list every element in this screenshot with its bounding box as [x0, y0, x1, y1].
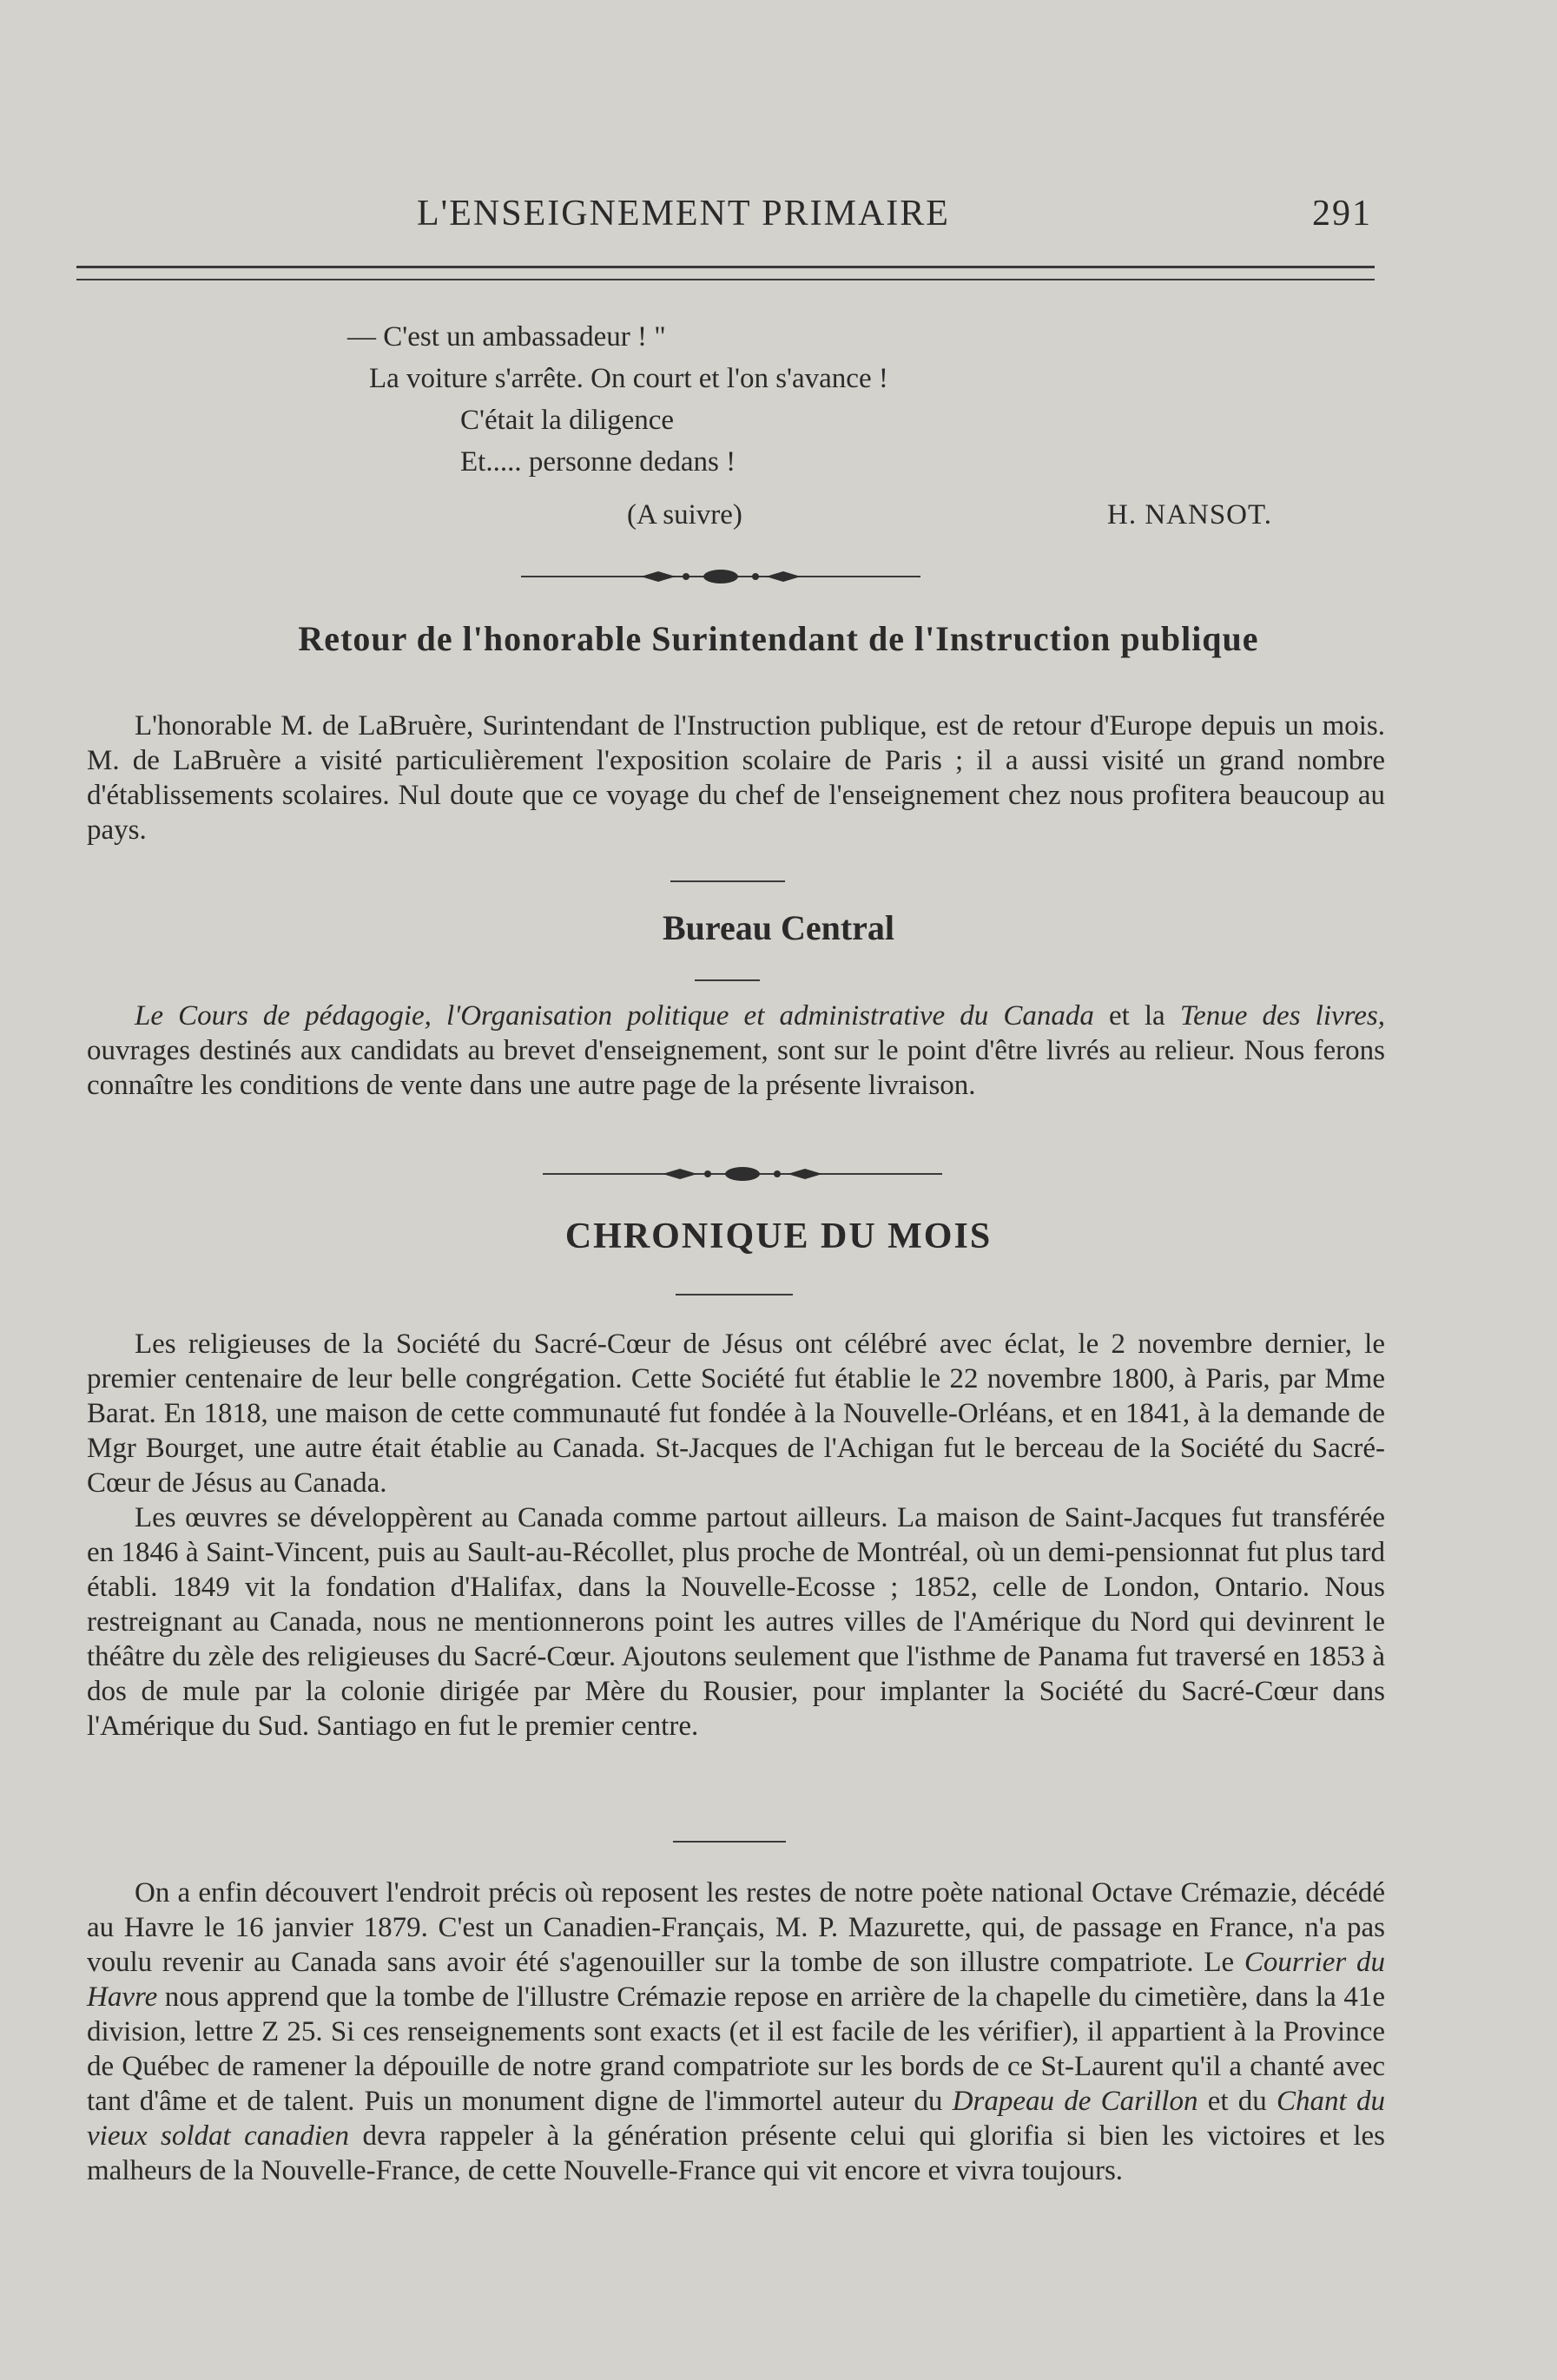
italic-title: Drapeau de Carillon: [952, 2086, 1198, 2117]
section-cremazie-text: [87, 1876, 1385, 2188]
ornamental-divider: [543, 1164, 942, 1184]
poem-author: H. NANSOT.: [1107, 499, 1272, 531]
section-retour-text: [87, 709, 1385, 847]
section-bureau-text: [87, 999, 1385, 1103]
section-title-retour: Retour de l'honorable Surintendant de l'Instruction publique: [298, 619, 1259, 658]
section-rule: [673, 1841, 786, 1843]
italic-title: Courrier du Havre: [87, 1947, 1385, 2013]
poem-line: — C'est un ambassadeur ! ": [347, 321, 666, 353]
italic-title: Le Cours de pédagogie, l'Organisation politique et administrative du Canada: [135, 1000, 1094, 1032]
italic-title: Chant du vieux soldat canadien: [87, 2086, 1385, 2152]
header-rule: [76, 266, 1375, 280]
paragraph: L'honorable M. de LaBruère, Surintendant de l'Instruction publique, est de retour d'Europe depuis un mois. M. de LaBruère a visité particulièrement l'exposition scolaire de Paris ; il a aussi visité un grand nombre d'établissements scolaires. Nul doute que ce voyage du chef de l'enseignement chez nous profitera beaucoup au pays.: [87, 710, 1385, 846]
poem-line: Et..... personne dedans !: [460, 446, 736, 478]
section-chronique-text: [87, 1327, 1385, 1744]
page-number: 291: [1312, 194, 1372, 234]
section-rule: [670, 880, 785, 882]
running-title: L'ENSEIGNEMENT PRIMAIRE: [417, 194, 950, 234]
poem-line: C'était la diligence: [460, 405, 675, 436]
italic-title: Tenue des livres,: [1179, 1000, 1385, 1032]
running-header: [139, 193, 1372, 245]
ornamental-divider: [521, 566, 920, 587]
paragraph: On a enfin découvert l'endroit précis où reposent les restes de notre poète national Octave Crémazie, décédé au Havre le 16 janvier 1879. C'est un Canadien-Français, M. P. Mazurette, qui, de passage en France, n'a pas voulu revenir au Canada sans avoir été s'agenouiller sur la tombe de son illustre compatriote. Le Courrier du Havre nous apprend que la tombe de l'illustre Crémazie repose en arrière de la chapelle du cimetière, dans la 41e division, lettre Z 25. Si ces renseignements sont exacts (et il est facile de les vérifier), il appartient à la Province de Québec de ramener la dépouille de notre grand compatriote sur les bords de ce St-Laurent qu'il a chanté avec tant d'âme et de talent. Puis un monument digne de l'immortel auteur du Drapeau de Carillon et du Chant du vieux soldat canadien devra rappeler à la génération présente celui qui glorifia si bien les victoires et les malheurs de la Nouvelle-France, de cette Nouvelle-France qui vit encore et vivra toujours.: [87, 1877, 1385, 2186]
section-rule: [676, 1294, 793, 1295]
section-title-chronique: CHRONIQUE DU MOIS: [564, 1216, 993, 1256]
section-rule: [695, 979, 760, 981]
section-title-bureau: Bureau Central: [662, 908, 895, 947]
to-be-continued: (A suivre): [627, 499, 742, 531]
poem-line: La voiture s'arrête. On court et l'on s'avance !: [369, 363, 888, 394]
paragraph: Le Cours de pédagogie, l'Organisation politique et administrative du Canada et la Tenue des livres, ouvrages destinés aux candidats au brevet d'enseignement, sont sur le point d'être livrés au relieur. Nous ferons connaître les conditions de vente dans une autre page de la présente livraison.: [87, 1000, 1385, 1101]
paragraph: Les œuvres se développèrent au Canada comme partout ailleurs. La maison de Saint-Jacques fut transférée en 1846 à Saint-Vincent, puis au Sault-au-Récollet, plus proche de Montréal, où un demi-pensionnat fut plus tard établi. 1849 vit la fondation d'Halifax, dans la Nouvelle-Ecosse ; 1852, celle de London, Ontario. Nous restreignant au Canada, nous ne mentionnerons point les autres villes de l'Amérique du Nord qui devinrent le théâtre du zèle des religieuses du Sacré-Cœur. Ajoutons seulement que l'isthme de Panama fut traversé en 1853 à dos de mule par la colonie dirigée par Mère du Rousier, pour implanter la Société du Sacré-Cœur dans l'Amérique du Sud. Santiago en fut le premier centre.: [87, 1502, 1385, 1742]
paragraph: Les religieuses de la Société du Sacré-Cœur de Jésus ont célébré avec éclat, le 2 novembre dernier, le premier centenaire de leur belle congrégation. Cette Société fut établie le 22 novembre 1800, à Paris, par Mme Barat. En 1818, une maison de cette communauté fut fondée à la Nouvelle-Orléans, et en 1841, à la demande de Mgr Bourget, une autre était établie au Canada. St-Jacques de l'Achigan fut le berceau de la Société du Sacré-Cœur de Jésus au Canada.: [87, 1328, 1385, 1499]
